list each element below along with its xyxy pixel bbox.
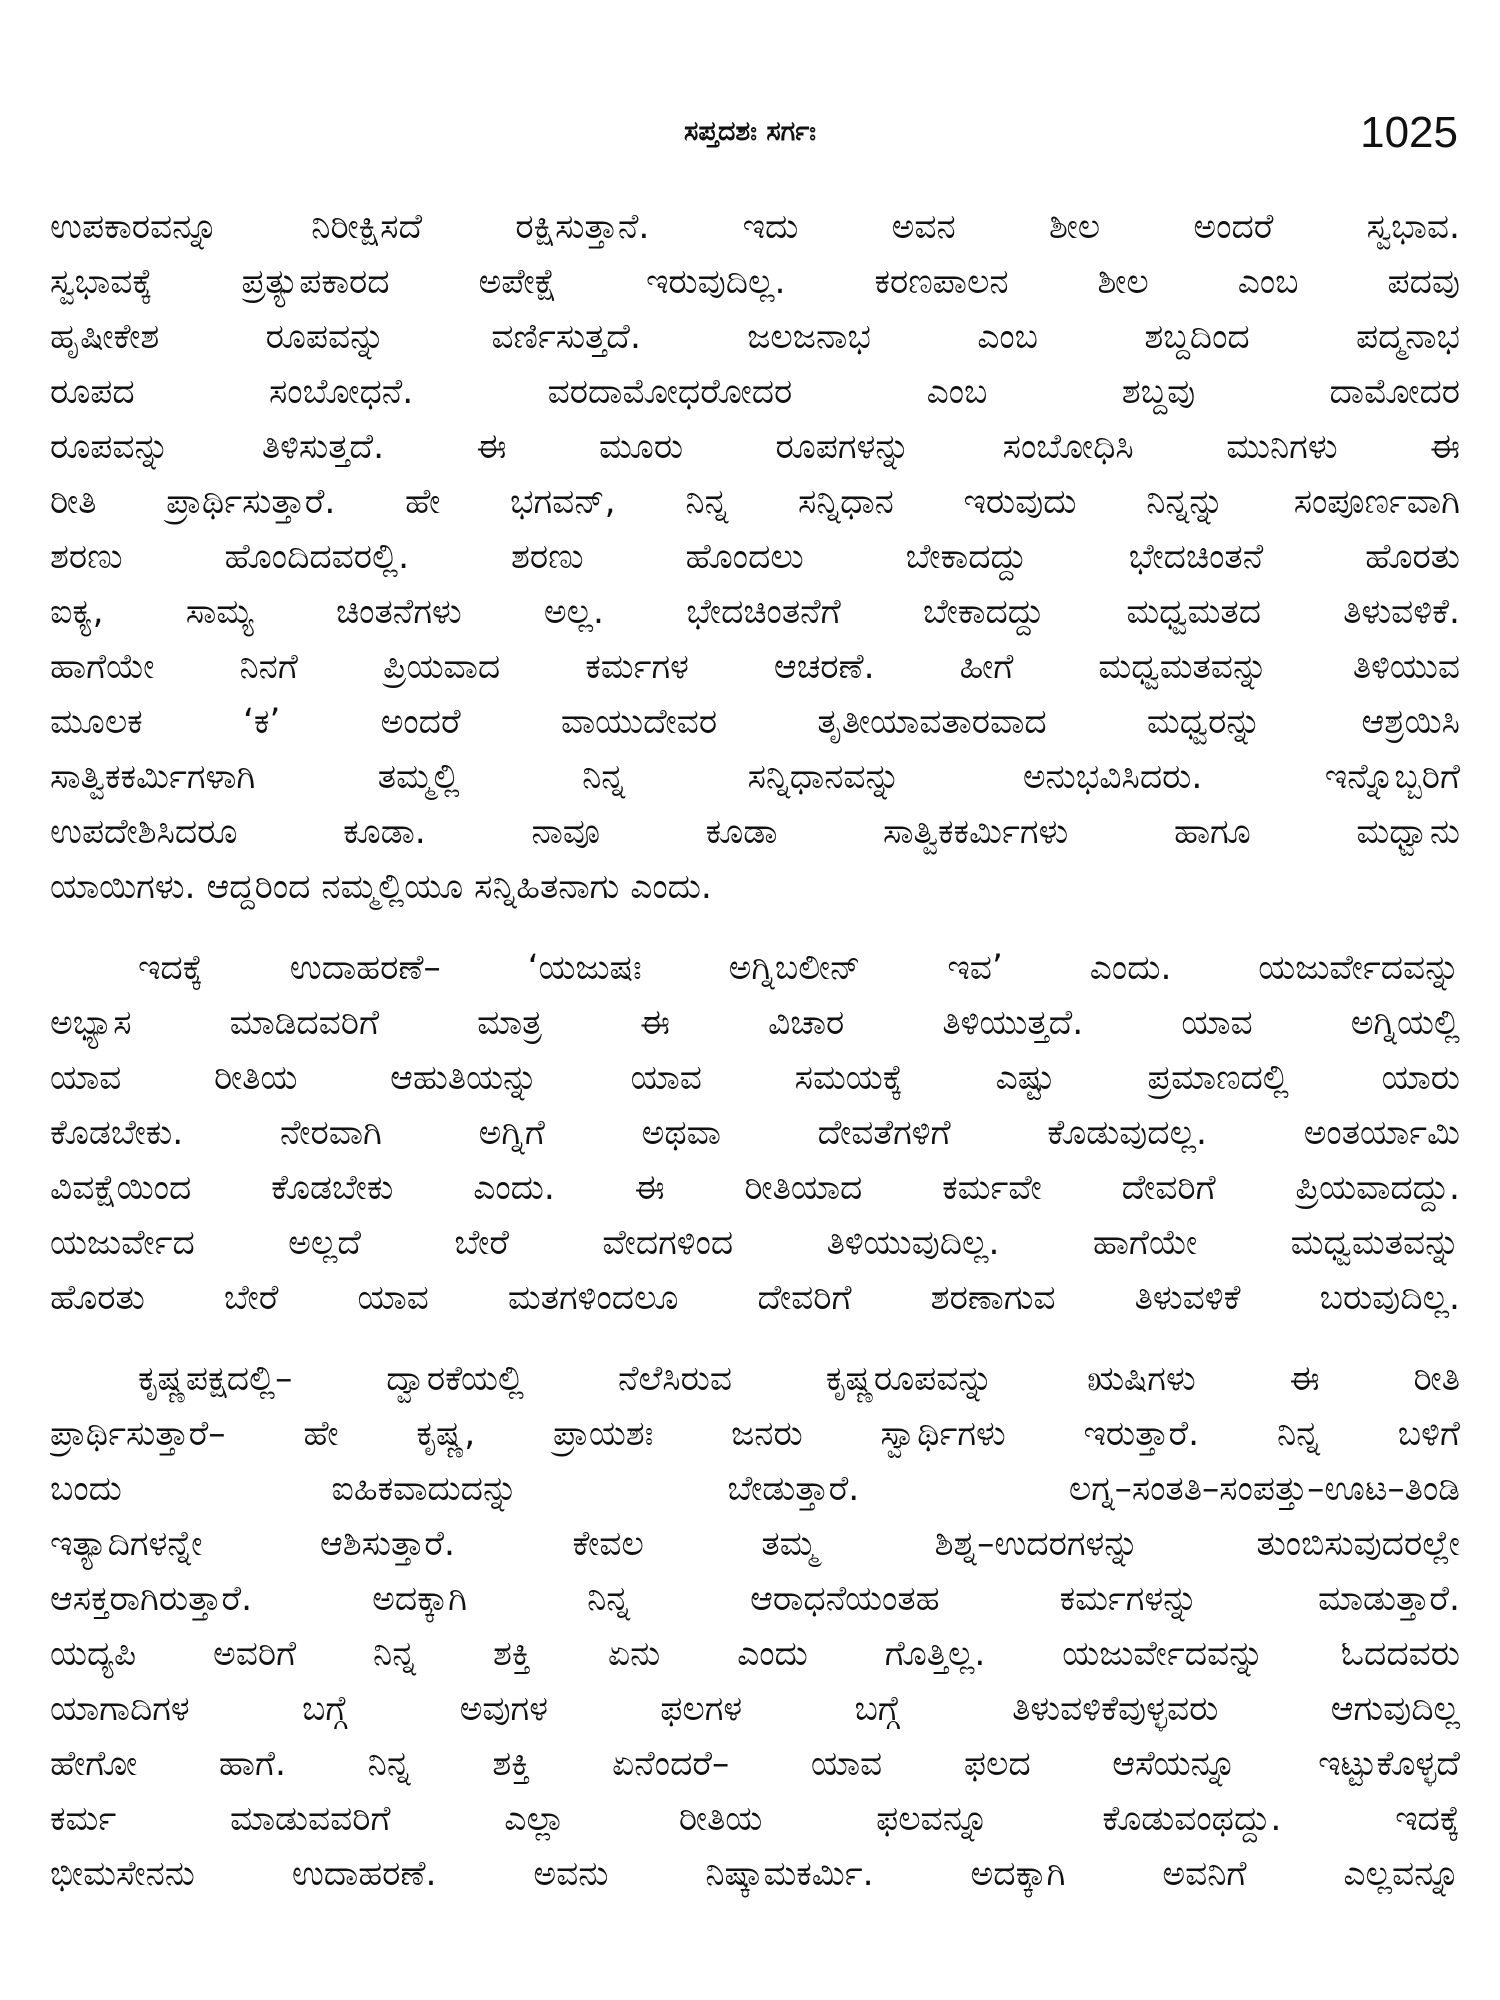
text-line: ರೀತಿ ಪ್ರಾರ್ಥಿಸುತ್ತಾರೆ. ಹೇ ಭಗವನ್, ನಿನ್ನ ಸನ್ನಿಧಾನ ಇರುವುದು ನಿನ್ನನ್ನು ಸಂಪೂರ್ಣವಾಗಿ xyxy=(50,482,1460,522)
text-line: ಯಾವ ರೀತಿಯ ಆಹುತಿಯನ್ನು ಯಾವ ಸಮಯಕ್ಕೆ ಎಷ್ಟು ಪ್ರಮಾಣದಲ್ಲಿ ಯಾರು xyxy=(50,1058,1460,1098)
text-line: ಅಭ್ಯಾಸ ಮಾಡಿದವರಿಗೆ ಮಾತ್ರ ಈ ವಿಚಾರ ತಿಳಿಯುತ್ತದೆ. ಯಾವ ಅಗ್ನಿಯಲ್ಲಿ xyxy=(50,1003,1460,1043)
text-line: ಕೃಷ್ಣಪಕ್ಷದಲ್ಲಿ– ದ್ವಾರಕೆಯಲ್ಲಿ ನೆಲೆಸಿರುವ ಕೃಷ್ಣರೂಪವನ್ನು ಋಷಿಗಳು ಈ ರೀತಿ xyxy=(138,1359,1460,1399)
text-line: ಯದ್ಯಪಿ ಅವರಿಗೆ ನಿನ್ನ ಶಕ್ತಿ ಏನು ಎಂದು ಗೊತ್ತಿಲ್ಲ. ಯಜುರ್ವೇದವನ್ನು ಓದದವರು xyxy=(50,1634,1460,1674)
paragraph xyxy=(50,200,1460,915)
text-line: ಯಾಗಾದಿಗಳ ಬಗ್ಗೆ ಅವುಗಳ ಫಲಗಳ ಬಗ್ಗೆ ತಿಳುವಳಿಕೆವುಳ್ಳವರು ಆಗುವುದಿಲ್ಲ xyxy=(50,1689,1460,1729)
text-line: ಹಾಗೆಯೇ ನಿನಗೆ ಪ್ರಿಯವಾದ ಕರ್ಮಗಳ ಆಚರಣೆ. ಹೀಗೆ ಮಧ್ವಮತವನ್ನು ತಿಳಿಯುವ xyxy=(50,647,1460,687)
page-number: 1025 xyxy=(1360,108,1458,157)
text-line: ಯಜುರ್ವೇದ ಅಲ್ಲದೆ ಬೇರೆ ವೇದಗಳಿಂದ ತಿಳಿಯುವುದಿಲ್ಲ. ಹಾಗೆಯೇ ಮಧ್ವಮತವನ್ನು xyxy=(50,1223,1460,1263)
page-header xyxy=(0,108,1500,168)
text-line: ಪ್ರಾರ್ಥಿಸುತ್ತಾರೆ– ಹೇ ಕೃಷ್ಣ, ಪ್ರಾಯಶಃ ಜನರು ಸ್ವಾರ್ಥಿಗಳು ಇರುತ್ತಾರೆ. ನಿನ್ನ ಬಳಿಗೆ xyxy=(50,1414,1460,1454)
text-line: ಐಕ್ಯ, ಸಾಮ್ಯ ಚಿಂತನೆಗಳು ಅಲ್ಲ. ಭೇದಚಿಂತನೆಗೆ ಬೇಕಾದದ್ದು ಮಧ್ವಮತದ ತಿಳುವಳಿಕೆ. xyxy=(50,592,1460,632)
text-line: ಕೊಡಬೇಕು. ನೇರವಾಗಿ ಅಗ್ನಿಗೆ ಅಥವಾ ದೇವತೆಗಳಿಗೆ ಕೊಡುವುದಲ್ಲ. ಅಂತರ್ಯಾಮಿ xyxy=(50,1113,1460,1153)
text-line: ಯಾಯಿಗಳು. ಆದ್ದರಿಂದ ನಮ್ಮಲ್ಲಿಯೂ ಸನ್ನಿಹಿತನಾಗು ಎಂದು. xyxy=(50,867,712,907)
text-line: ವಿವಕ್ಷೆಯಿಂದ ಕೊಡಬೇಕು ಎಂದು. ಈ ರೀತಿಯಾದ ಕರ್ಮವೇ ದೇವರಿಗೆ ಪ್ರಿಯವಾದದ್ದು. xyxy=(50,1168,1460,1208)
text-line: ಸಾತ್ವಿಕಕರ್ಮಿಗಳಾಗಿ ತಮ್ಮಲ್ಲಿ ನಿನ್ನ ಸನ್ನಿಧಾನವನ್ನು ಅನುಭವಿಸಿದರು. ಇನ್ನೊಬ್ಬರಿಗೆ xyxy=(50,757,1460,797)
text-line: ಮೂಲಕ ‘ಕ’ ಅಂದರೆ ವಾಯುದೇವರ ತೃತೀಯಾವತಾರವಾದ ಮಧ್ವರನ್ನು ಆಶ್ರಯಿಸಿ xyxy=(50,702,1460,742)
paragraph xyxy=(50,1352,1460,1902)
text-line: ಕರ್ಮ ಮಾಡುವವರಿಗೆ ಎಲ್ಲಾ ರೀತಿಯ ಫಲವನ್ನೂ ಕೊಡುವಂಥದ್ದು. ಇದಕ್ಕೆ xyxy=(50,1799,1460,1839)
text-line: ರೂಪದ ಸಂಬೋಧನೆ. ವರದಾಮೋಧರೋದರ ಎಂಬ ಶಬ್ದವು ದಾಮೋದರ xyxy=(50,372,1460,412)
text-line: ಶರಣು ಹೊಂದಿದವರಲ್ಲಿ. ಶರಣು ಹೊಂದಲು ಬೇಕಾದದ್ದು ಭೇದಚಿಂತನೆ ಹೊರತು xyxy=(50,537,1460,577)
text-line: ಉಪದೇಶಿಸಿದರೂ ಕೂಡಾ. ನಾವೂ ಕೂಡಾ ಸಾತ್ವಿಕಕರ್ಮಿಗಳು ಹಾಗೂ ಮಧ್ವಾನು xyxy=(50,812,1460,852)
body-text xyxy=(50,200,1460,1902)
text-line: ಹೊರತು ಬೇರೆ ಯಾವ ಮತಗಳಿಂದಲೂ ದೇವರಿಗೆ ಶರಣಾಗುವ ತಿಳುವಳಿಕೆ ಬರುವುದಿಲ್ಲ. xyxy=(50,1278,1460,1318)
paragraph xyxy=(50,941,1460,1326)
text-line: ಆಸಕ್ತರಾಗಿರುತ್ತಾರೆ. ಅದಕ್ಕಾಗಿ ನಿನ್ನ ಆರಾಧನೆಯಂತಹ ಕರ್ಮಗಳನ್ನು ಮಾಡುತ್ತಾರೆ. xyxy=(50,1579,1460,1619)
text-line: ಹೃಷೀಕೇಶ ರೂಪವನ್ನು ವರ್ಣಿಸುತ್ತದೆ. ಜಲಜನಾಭ ಎಂಬ ಶಬ್ದದಿಂದ ಪದ್ಮನಾಭ xyxy=(50,317,1460,357)
text-line: ಉಪಕಾರವನ್ನೂ ನಿರೀಕ್ಷಿಸದೆ ರಕ್ಷಿಸುತ್ತಾನೆ. ಇದು ಅವನ ಶೀಲ ಅಂದರೆ ಸ್ವಭಾವ. xyxy=(50,207,1460,247)
text-line: ಸ್ವಭಾವಕ್ಕೆ ಪ್ರತ್ಯುಪಕಾರದ ಅಪೇಕ್ಷೆ ಇರುವುದಿಲ್ಲ. ಕರಣಪಾಲನ ಶೀಲ ಎಂಬ ಪದವು xyxy=(50,262,1460,302)
text-line: ರೂಪವನ್ನು ತಿಳಿಸುತ್ತದೆ. ಈ ಮೂರು ರೂಪಗಳನ್ನು ಸಂಬೋಧಿಸಿ ಮುನಿಗಳು ಈ xyxy=(50,427,1460,467)
text-line: ಇದಕ್ಕೆ ಉದಾಹರಣೆ– ‘ಯಜುಷಃ ಅಗ್ನಿಬಲೀನ್ ಇವ’ ಎಂದು. ಯಜುರ್ವೇದವನ್ನು xyxy=(138,948,1460,988)
text-line: ಬಂದು ಐಹಿಕವಾದುದನ್ನು ಬೇಡುತ್ತಾರೆ. ಲಗ್ನ–ಸಂತತಿ–ಸಂಪತ್ತು–ಊಟ–ತಿಂಡಿ xyxy=(50,1469,1460,1509)
text-line: ಹೇಗೋ ಹಾಗೆ. ನಿನ್ನ ಶಕ್ತಿ ಏನೆಂದರೆ– ಯಾವ ಫಲದ ಆಸೆಯನ್ನೂ ಇಟ್ಟುಕೊಳ್ಳದೆ xyxy=(50,1744,1460,1784)
text-line: ಇತ್ಯಾದಿಗಳನ್ನೇ ಆಶಿಸುತ್ತಾರೆ. ಕೇವಲ ತಮ್ಮ ಶಿಶ್ನ–ಉದರಗಳನ್ನು ತುಂಬಿಸುವುದರಲ್ಲೇ xyxy=(50,1524,1460,1564)
text-line: ಭೀಮಸೇನನು ಉದಾಹರಣೆ. ಅವನು ನಿಷ್ಕಾಮಕರ್ಮಿ. ಅದಕ್ಕಾಗಿ ಅವನಿಗೆ ಎಲ್ಲವನ್ನೂ xyxy=(50,1854,1460,1894)
chapter-title: ಸಪ್ತದಶಃ ಸರ್ಗಃ xyxy=(684,116,816,147)
